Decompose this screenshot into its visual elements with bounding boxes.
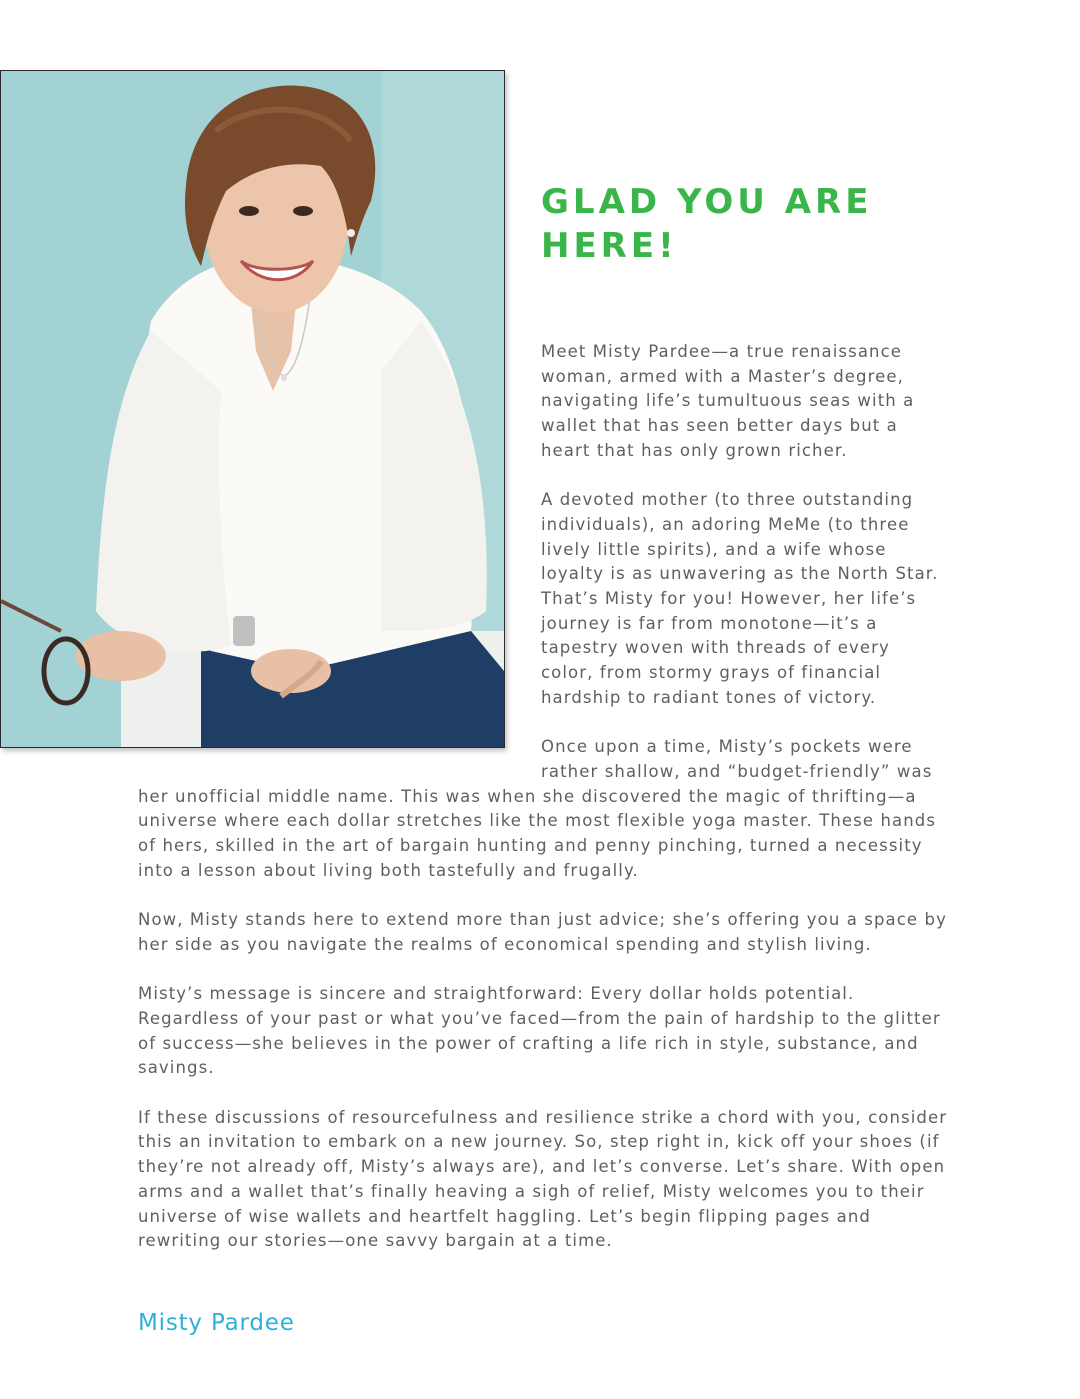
signature: Misty Pardee	[138, 1310, 295, 1336]
paragraph: If these discussions of resourcefulness and resilience strike a chord with you, consider this an invitation to embark on a new journey. So, step right in, kick off your shoes (if they’re not already off, Misty’s always are), and let’s converse. Let’s share. With open arms and a wallet that’s finally heaving a sigh of relief, Misty welcomes you to their universe of wise wallets and heartfelt haggling. Let’s begin flipping pages and rewriting our stories—one savvy bargain at a time.	[138, 1107, 948, 1251]
paragraph: Misty’s message is sincere and straightforward: Every dollar holds potential. Regardless of your past or what you’ve faced—from the pain of hardship to the glitter of success—she believes in the power of crafting a life rich in style, substance, and savings.	[138, 984, 941, 1078]
paragraph: A devoted mother (to three outstanding individuals), an adoring MeMe (to three lively little spirits), and a wife whose loyalty is as unwavering as the North Star. That’s Misty for you! However, her life’s journey is far from monotone—it’s a tapestry woven with threads of every color, from stormy grays of financial hardship to radiant tones of victory.	[541, 490, 939, 707]
paragraph: Meet Misty Pardee—a true renaissance woman, armed with a Master’s degree, navigating life’s tumultuous seas with a wallet that has seen better days but a heart that has only grown richer.	[541, 342, 915, 460]
paragraph: Now, Misty stands here to extend more than just advice; she’s offering you a space by her side as you navigate the realms of economical spending and stylish living.	[138, 910, 947, 954]
paragraph: Once upon a time, Misty’s pockets were rather shallow, and “budget-friendly” was her unofficial middle name. This was when she discovered the magic of thrifting—a universe where each dollar stretches like the most flexible yoga master. These hands of hers, skilled in the art of bargain hunting and penny pinching, turned a necessity into a lesson about living both tastefully and frugally.	[138, 737, 937, 880]
photo-wrap-spacer	[138, 340, 541, 770]
page-title: GLAD YOU ARE HERE!	[541, 182, 873, 266]
body-text	[138, 340, 948, 1279]
